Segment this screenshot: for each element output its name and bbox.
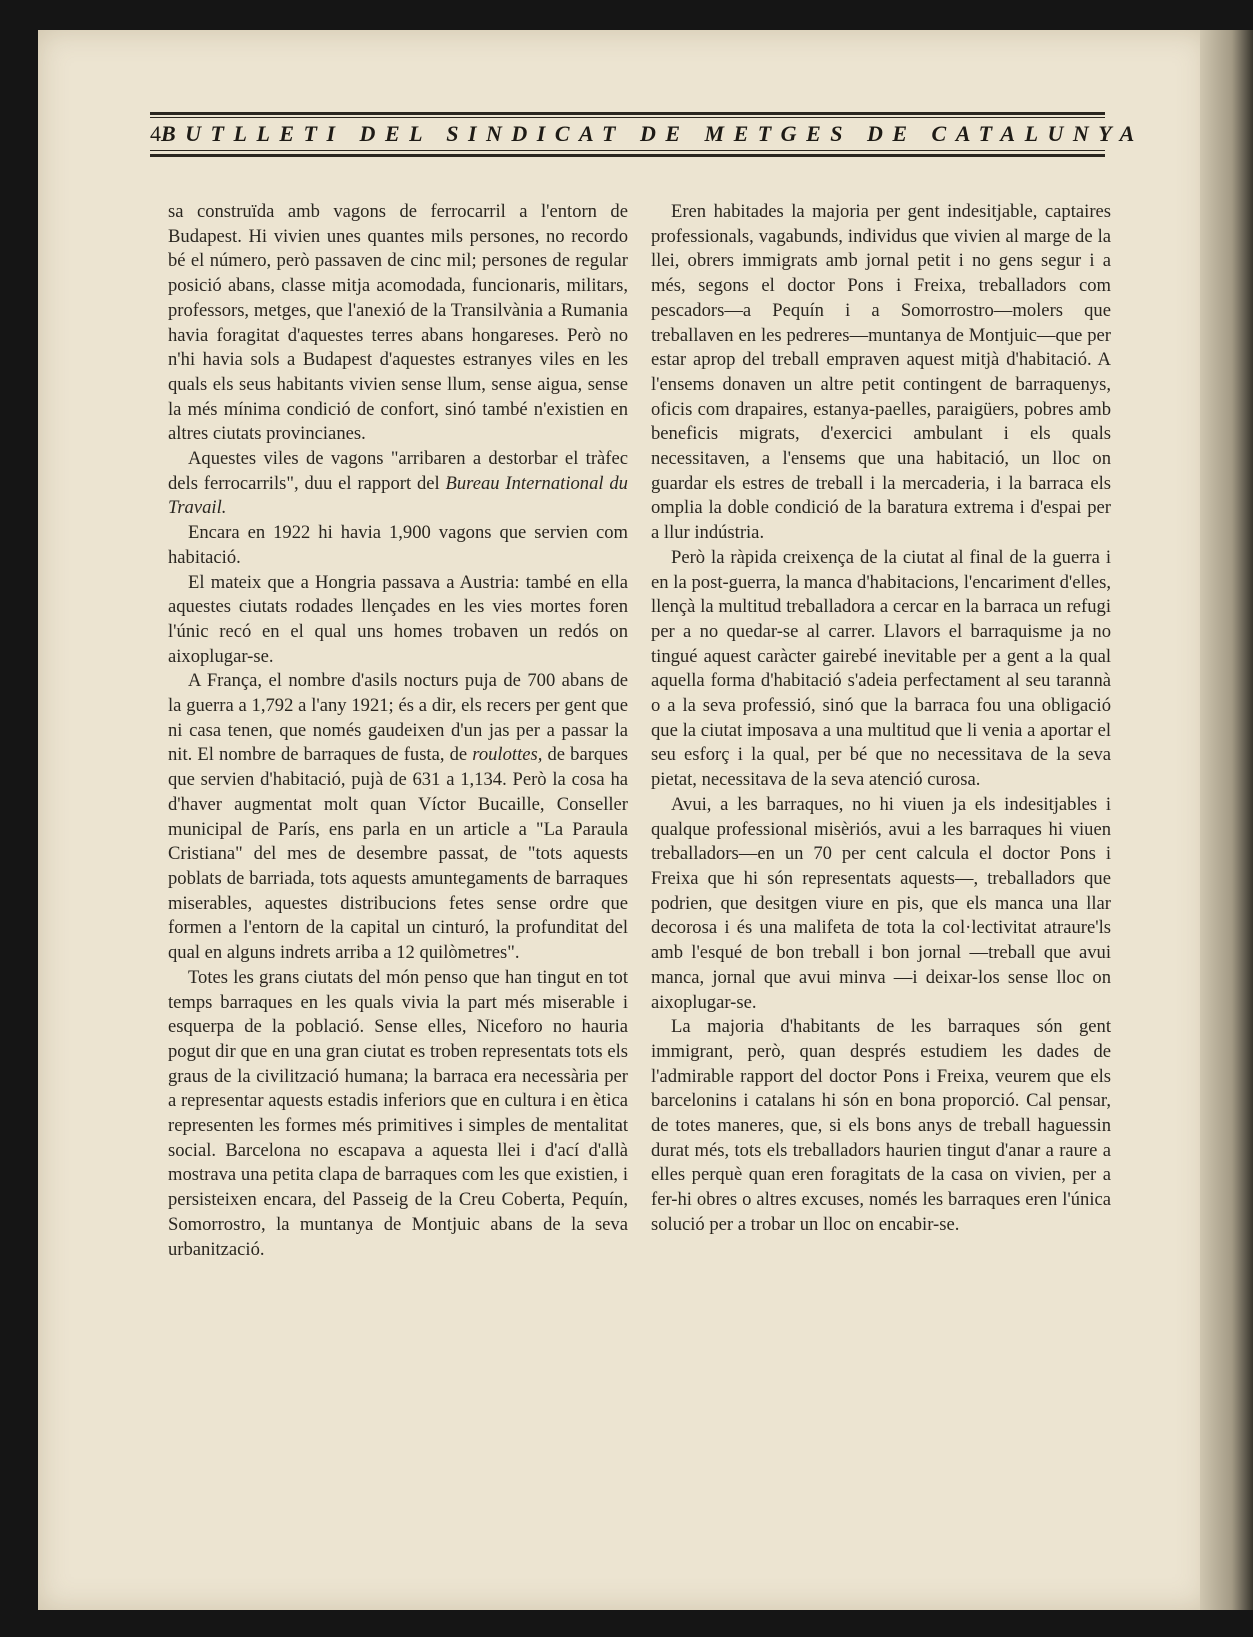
header-rule-bottom-thin — [150, 150, 1105, 151]
paragraph: Però la ràpida creixença de la ciutat al final de la guerra i en la post-guerra, la manca d'habitacions, l'encariment d'elles, llençà la multitud treballadora a cercar en la barraca un refugi per a no quedar-se al carrer. Llavors el barraquisme ja no tingué aquest caràcter gairebé inevitable per a gent a la qual aquella forma d'habitació s'adeia perfectament al seu tarannà o a la seva professió, sinó que la barraca fou una obligació que la ciutat imposava a una multitud que li venia a aportar el seu esforç i la qual, per bé que no necessitava de la seva pietat, necessitava de la seva atenció curosa. — [651, 546, 1111, 791]
right-column — [651, 200, 1111, 1238]
page-number: 4 — [150, 121, 161, 146]
left-column — [168, 200, 628, 1262]
italic-word: roulottes, — [472, 744, 543, 766]
paragraph: sa construïda amb vagons de ferrocarril a l'entorn de Budapest. Hi vivien unes quantes mils persones, no recordo bé el número, però passaven de cinc mil; persones de regular posició abans, classe mitja acomodada, funcionaris, militars, professors, metges, que l'anexió de la Transilvània a Rumania havia foragitat d'aquestes terres abans hongareses. Però no n'hi havia sols a Budapest d'aquestes estranyes viles en les quals els seus habitants vivien sense llum, sense aigua, sense la més mínima condició de confort, sinó també n'existien en altres ciutats provincianes. — [168, 201, 628, 445]
journal-title: BUTLLETI DEL SINDICAT DE METGES DE CATALUNYA — [161, 121, 1144, 146]
paragraph: Eren habitades la majoria per gent indesitjable, captaires professionals, vagabunds, individus que vivien al marge de la llei, obrers immigrats amb jornal petit i no gens segur i a més, segons el doctor Pons i Freixa, treballadors com pescadors—a Pequín i a Somorrostro—molers que treballaven en les pedreres—muntanya de Montjuic—que per estar aprop del treball empraven aquest mitjà d'habitació. A l'ensems donaven un altre petit contingent de barraquenys, oficis com drapaires, estanya-paelles, paraigüers, pobres amb beneficis migrats, d'exercici ambulant i els quals necessitaven, a l'ensems que una habitació, un lloc on guardar els estres de treball i la mercaderia, i la barraca els omplia la doble condició de la baratura extrema i d'espai per a llur indústria. — [651, 201, 1111, 544]
running-header — [150, 121, 1144, 147]
paragraph: Avui, a les barraques, no hi viuen ja els indesitjables i qualque professional misèriós, avui a les barraques hi viuen treballadors—en un 70 per cent calcula el doctor Pons i Freixa que hi són representats aquests—, treballadors que podrien, que desitgen viure en pis, que els manca una llar decorosa i és una malifeta de tota la col·lectivitat atraure'ls amb l'esqué de bon treball i bon jornal —treball que avui manca, jornal que avui minva —i deixar-los sense lloc on aixoplugar-se. — [651, 793, 1111, 1013]
paragraph: A França, el nombre d'asils nocturs puja de 700 abans de la guerra a 1,792 a l'any 1921; és a dir, els recers per gent que ni casa tenen, que només gaudeixen d'un jas per a passar la nit. El nombre de barraques de fusta, de roulottes, de barques que servien d'habitació, pujà de 631 a 1,134. Però la cosa ha d'haver augmentat molt quan Víctor Bucaille, Conseller municipal de París, ens parla en un article a "La Paraula Cristiana" del mes de desembre passat, de "tots aquests poblats de barriada, tots aquests amuntegaments de barraques miserables, aquestes distribucions fetes sense ordre que formen a l'entorn de la capital un cinturó, la profunditat del qual en alguns indrets arriba a 12 quilòmetres". — [168, 670, 628, 964]
header-rule-bottom — [150, 154, 1105, 157]
paragraph: Encara en 1922 hi havia 1,900 vagons que servien com habitació. — [168, 522, 628, 568]
header-rule-top — [150, 112, 1105, 115]
header-rule-top-thin — [150, 117, 1105, 118]
paragraph: Totes les grans ciutats del món penso que han tingut en tot temps barraques en les quals vivia la part més miserable i esquerpa de la població. Sense elles, Niceforo no hauria pogut dir que en una gran ciutat es troben representats tots els graus de la civilització humana; la barraca era necessària per a representar aquests estadis inferiors que en cultura i en ètica representen les formes més primitives i simples de mentalitat social. Barcelona no escapava a aquesta llei i d'ací d'allà mostrava una petita clapa de barraques com les que existien, i persisteixen encara, del Passeig de la Creu Coberta, Pequín, Somorrostro, la muntanya de Montjuic abans de la seva urbanització. — [168, 966, 628, 1260]
paragraph: El mateix que a Hongria passava a Austria: també en ella aquestes ciutats rodades llençades en les vies mortes foren l'únic recó en el qual uns homes trobaven un redós on aixoplugar-se. — [168, 571, 628, 667]
page-edge — [1200, 30, 1253, 1610]
paragraph: Aquestes viles de vagons "arribaren a destorbar el tràfec dels ferrocarrils", duu el rapport del Bureau International du Travail. — [168, 448, 628, 519]
paragraph: La majoria d'habitants de les barraques són gent immigrant, però, quan després estudiem les dades de l'admirable rapport del doctor Pons i Freixa, veurem que els barcelonins i catalans hi són en bona proporció. Cal pensar, de totes maneres, que, si els bons anys de treball haguessin durat més, tots els treballadors haurien tingut d'anar a raure a elles perquè quan eren foragitats de la casa on vivien, per a fer-hi obres o altres excuses, només les barraques eren l'única solució per a trobar un lloc on encabir-se. — [651, 1016, 1111, 1235]
italic-title: Bureau International du Travail. — [168, 472, 628, 519]
